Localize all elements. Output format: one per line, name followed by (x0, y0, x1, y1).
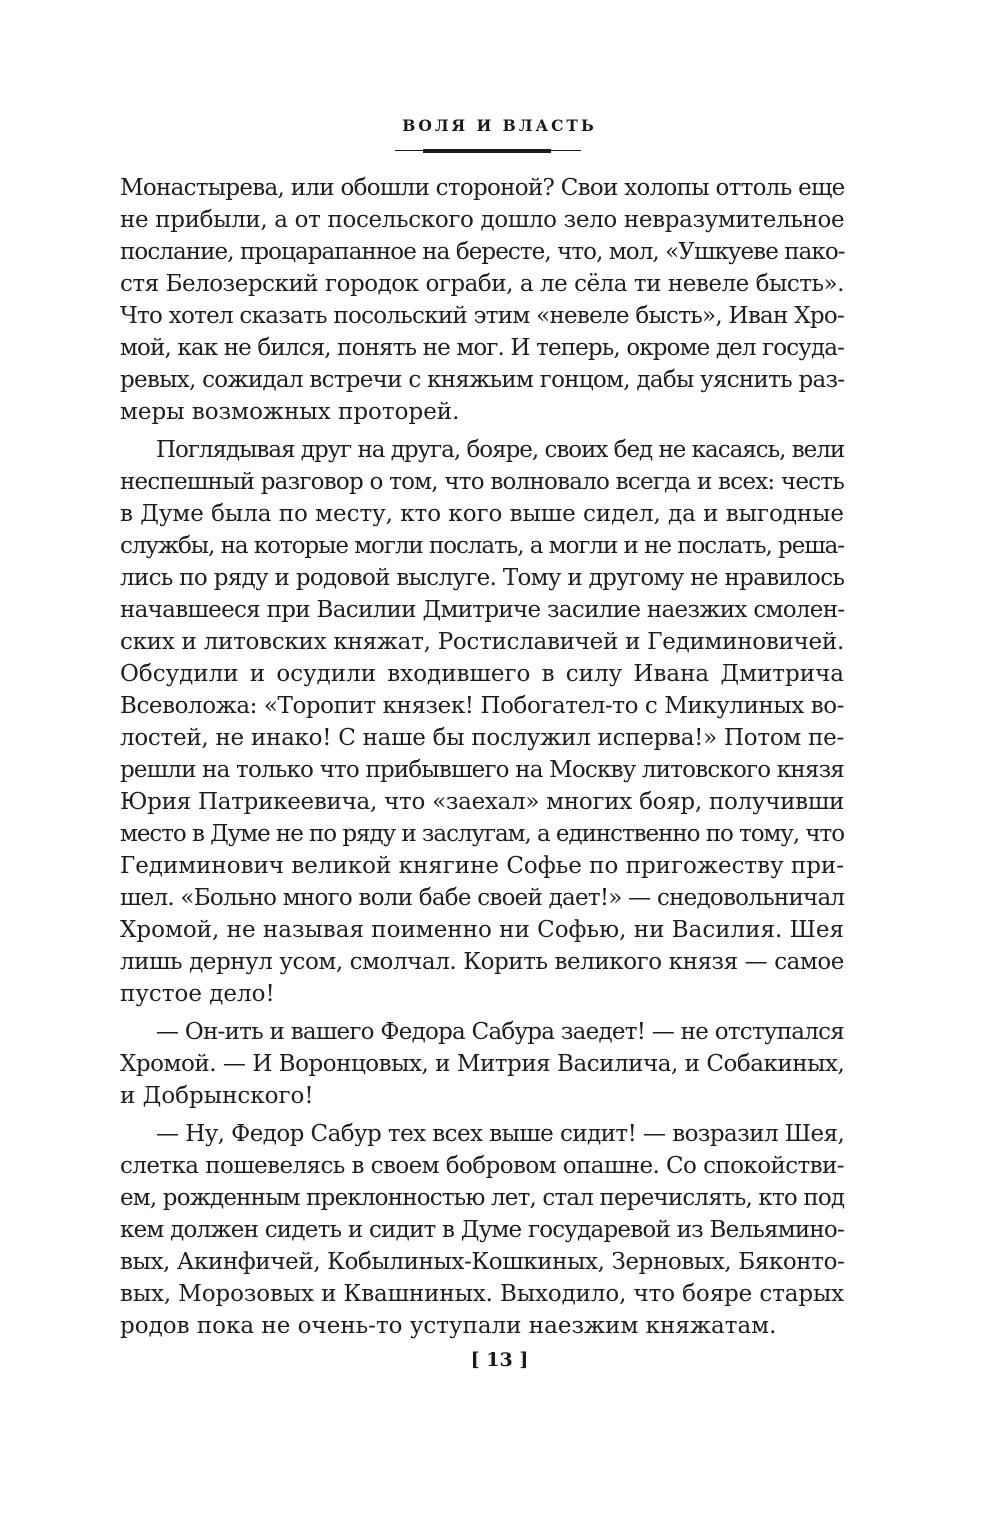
text-line: начавшееся при Василии Дмитриче засилие наезжих смолен- (120, 597, 845, 623)
body-text (120, 172, 844, 1342)
text-line: в Думе была по месту, кто кого выше сидел, да и выгодные (120, 501, 844, 527)
text-line: не прибыли, а от посельского дошло зело невразумительное (120, 207, 845, 233)
page-number: [ 13 ] (470, 1349, 529, 1371)
text-line: Хромой. — И Воронцовых, и Митрия Василича, и Собакиных, (120, 1051, 845, 1077)
text-line: лись по ряду и родовой выслуге. Тому и другому не нравилось (120, 565, 845, 591)
text-line: вых, Морозовых и Квашниных. Выходило, что бояре старых (120, 1281, 845, 1307)
text-line: пустое дело! (120, 981, 275, 1007)
text-line: вых, Акинфичей, Кобылиных-Кошкиных, Зерновых, Бяконто- (120, 1249, 845, 1275)
text-line: — Ну, Федор Сабур тех всех выше сидит! — возразил Шея, (156, 1121, 845, 1147)
paragraph (120, 172, 844, 428)
text-line: шел. «Больно много воли бабе своей дает!» — снедовольничал (120, 885, 845, 911)
paragraph (120, 1016, 844, 1112)
text-line: кем должен сидеть и сидит в Думе государевой из Вельяминo- (120, 1217, 844, 1243)
text-line: решли на только что прибывшего на Москву литовского князя (120, 757, 845, 783)
text-line: Гедиминович великой княгине Софье по пригожеству при- (120, 853, 844, 879)
paragraph (120, 434, 844, 1010)
text-line: ских и литовских княжат, Ростиславичей и Гедиминовичей. (120, 629, 844, 655)
text-line: мой, как не бился, понять не мог. И теперь, окроме дел госуда- (120, 335, 844, 361)
text-line: Монастырева, или обошли стороной? Свои холопы оттоль еще (120, 175, 845, 201)
text-line: Юрия Патрикеевича, что «заехал» многих бояр, получивши (120, 789, 844, 815)
text-line: неспешный разговор о том, что волновало всегда и всех: честь (120, 469, 845, 495)
text-line: ревых, сожидал встречи с княжьим гонцом, дабы уяснить раз- (120, 367, 845, 393)
text-line: меры возможных проторей. (120, 399, 460, 425)
text-line: лишь дернул усом, смолчал. Корить великого князя — самое (120, 949, 844, 975)
text-line: слетка пошевелясь в своем бобровом опашне. Со спокойстви- (120, 1153, 844, 1179)
text-line: послание, процарапанное на бересте, что, мол, «Ушкуеве пако- (120, 239, 845, 265)
text-line: Что хотел сказать посольский этим «невеле бысть», Иван Хро- (120, 303, 845, 329)
text-line: ем, рожденным преклонностью лет, стал перечислять, кто под (120, 1185, 845, 1211)
text-line: Поглядывая друг на друга, бояре, своих бед не касаясь, вели (156, 437, 845, 463)
running-header (0, 116, 999, 135)
text-line: — Он-ить и вашего Федора Сабура заедет! — не отступался (156, 1019, 844, 1045)
text-line: лостей, не инако! С наше бы послужил исперва!» Потом пе- (120, 725, 844, 751)
text-line: место в Думе не по ряду и заслугам, а единственно по тому, что (120, 821, 844, 847)
text-line: Обсудили и осудили входившего в силу Ивана Дмитрича (120, 661, 844, 687)
text-line: Хромой, не называя поименно ни Софью, ни Василия. Шея (120, 917, 844, 943)
running-title: ВОЛЯ И ВЛАСТЬ (402, 116, 597, 135)
text-line: службы, на которые могли послать, а могли и не послать, реша- (120, 533, 844, 559)
paragraph (120, 1118, 844, 1342)
header-rule-bar (423, 149, 551, 153)
text-line: Всеволожа: «Торопит князек! Побогател-то с Микулиных во- (120, 693, 844, 719)
text-line: и Добрынского! (120, 1083, 314, 1109)
text-line: родов пока не очень-то уступали наезжим княжатам. (120, 1313, 777, 1339)
text-line: стя Белозерский городок ограби, а ле сёла ти невеле бысть». (120, 271, 844, 297)
